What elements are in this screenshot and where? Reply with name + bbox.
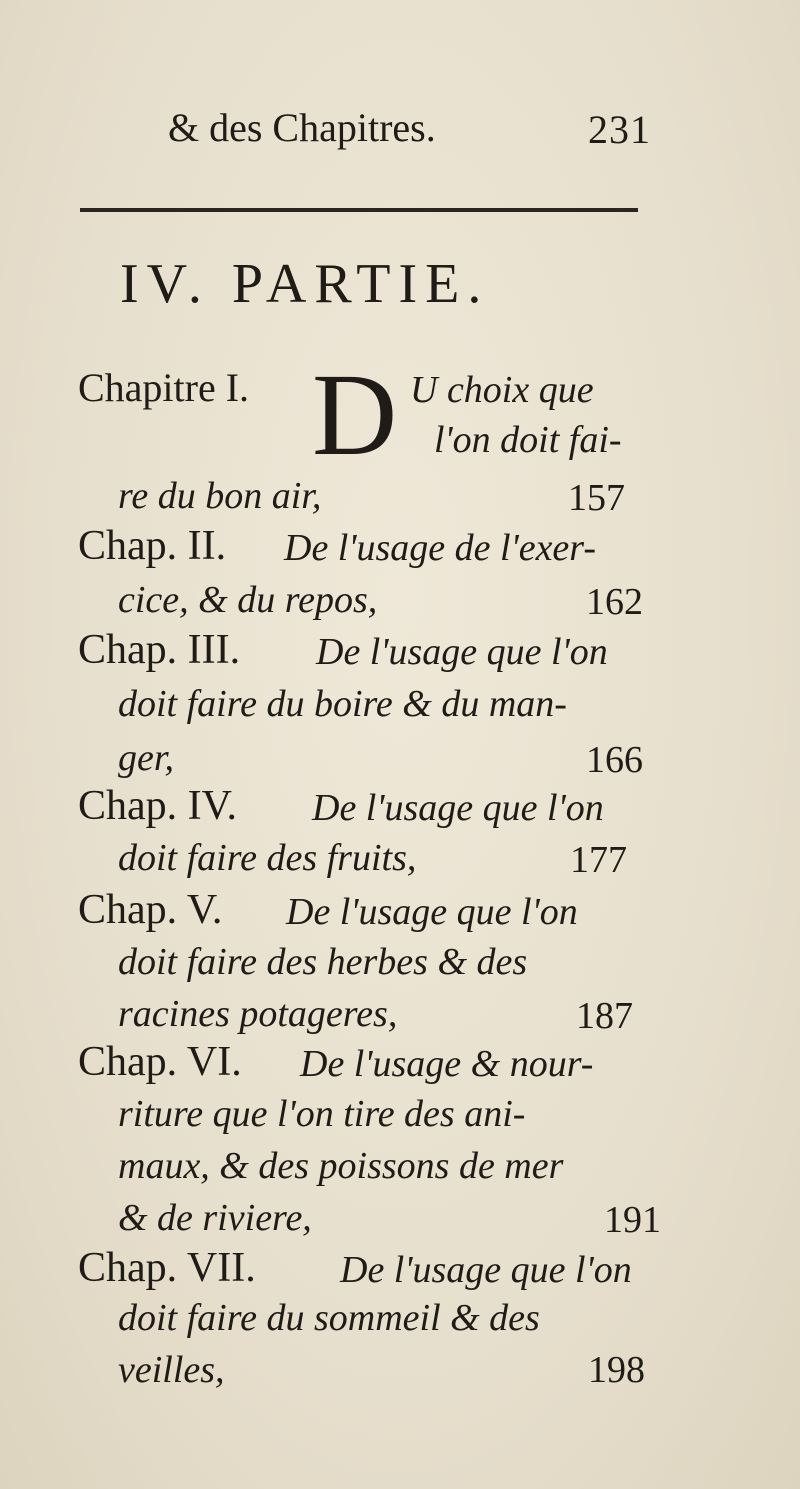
chapter-title-line: De l'usage & nour- (300, 1043, 594, 1085)
chapter-title-line: doit faire des fruits, (118, 837, 417, 879)
chapter-title-line: doit faire du boire & du man- (118, 683, 567, 725)
chapter-title-line: veilles, (118, 1349, 225, 1391)
chapter-label: Chap. IV. (78, 783, 238, 829)
chapter-label: Chap. VII. (78, 1245, 256, 1291)
page-ref: 191 (604, 1199, 661, 1241)
header-rule (80, 208, 638, 212)
chapter-title-line: doit faire du sommeil & des (118, 1297, 540, 1339)
chapter-title-line: & de riviere, (118, 1197, 312, 1239)
chapter-title-line: De l'usage que l'on (340, 1249, 632, 1291)
chapter-label: Chap. VI. (78, 1039, 242, 1085)
drop-cap: D (312, 349, 398, 480)
page-ref: 166 (586, 739, 643, 781)
chapter-title-line: l'on doit fai- (434, 419, 622, 461)
page-ref: 157 (568, 477, 625, 519)
chapter-title-line: ger, (118, 737, 174, 779)
page-ref: 162 (586, 581, 643, 623)
chapter-label: Chap. III. (78, 627, 241, 673)
part-title: IV. PARTIE. (120, 253, 490, 315)
page-ref: 177 (570, 839, 627, 881)
chapter-title-line: U choix que (410, 369, 594, 411)
chapter-title-line: racines potageres, (118, 993, 398, 1035)
page-number: 231 (588, 107, 651, 152)
chapter-title-line: riture que l'on tire des ani- (118, 1093, 526, 1135)
chapter-title-line: De l'usage de l'exer- (284, 527, 596, 569)
page-ref: 187 (576, 995, 633, 1037)
chapter-title-line: De l'usage que l'on (316, 631, 608, 673)
chapter-title-line: maux, & des poissons de mer (118, 1145, 564, 1187)
chapter-label: Chap. II. (78, 523, 227, 569)
chapter-title-line: De l'usage que l'on (286, 891, 578, 933)
running-head: & des Chapitres. (168, 105, 436, 150)
chapter-title-line: cice, & du repos, (118, 579, 378, 621)
chapter-label: Chapitre I. (78, 365, 250, 410)
chapter-title-line: re du bon air, (118, 475, 322, 517)
chapter-title-line: De l'usage que l'on (312, 787, 604, 829)
chapter-title-line: doit faire des herbes & des (118, 941, 528, 983)
page-ref: 198 (588, 1349, 645, 1391)
chapter-label: Chap. V. (78, 887, 223, 933)
